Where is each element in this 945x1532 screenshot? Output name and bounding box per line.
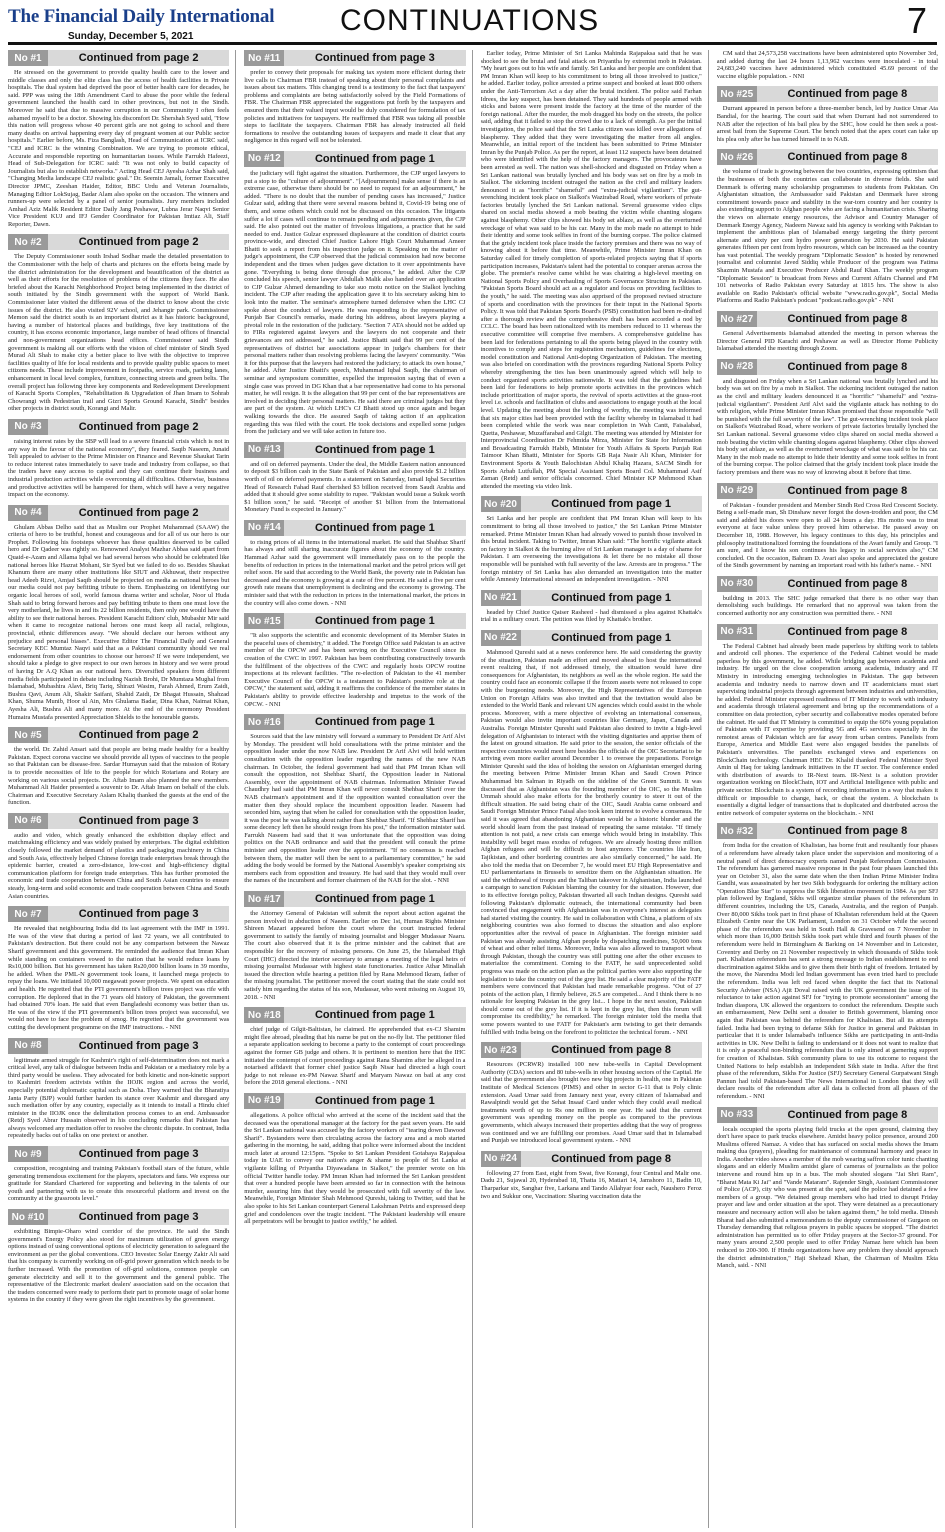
column-3	[481, 50, 709, 1528]
continuation-article	[717, 576, 938, 618]
continuation-article	[717, 50, 938, 80]
article-header-bar	[8, 50, 229, 66]
article-body: Mahmood Qureshi said at a news conference here. He said considering the gravity of the situation, Pakistan made an effort and moved ahead to host the international event realizing that, if not addressed timely, the situation would have dire consequences for Afghanistan, its neighbors as well as the whole region. He said the country could face an economic collapse if the frozen assets were not released to cope with the burgeoning needs. Moreover, the High Representatives of the European Union on Foreign Affairs was also invited and that the invitation would also be extended to the World Bank and relevant UN agencies which could assist in the whole process. Moreover, with a mere objective of evolving an international consensus, Pakistan would also invite important countries like Germany, Japan, Canada and Australia. Foreign Minister Qureshi said Pakistan also desired to invite a high-level delegation of Afghanistan to interact with the visiting dignitaries and apprise them of the latest on ground situation. He said prior to the session, the senior officials of the respective countries would meet here besides the officials of the OIC Secretariat to be arriving even more earlier around December 1 to oversee the preparations. Foreign Minister Qureshi said the idea of holding the session on Afghanistan emerged during the meeting between Prime Minister Imran Khan and Saudi Crown Prince Muhammad bin Salman in Riyadh on the sideline of the Green Summit. It was discussed that as Afghanistan was the founding member of the OIC, so the Muslim Ummah should also make efforts for the brotherly country to steer it out of the difficult situation. He said being chair of the OIC, Saudi Arabia came onboard and Saudi Foreign Minister Prince Faisal also took keen interest to evolve a consensus. He said it was agreed that abandoning Afghanistan would be a historic blunder and the world should learn from the past instead of repeating the same mistake. "If timely attention is not paid, a new crisis can emerge which would bring in instability. This instability will beget mass exodus of refugees. We are already hosting three million Afghan refugees and will be difficult to host anymore. The countries like Iran, Tajikistan, and other bordering countries are also similarly concerned," he said. He also told the media that on December 7, he would meet EU High Representative and EU parliamentarians in Brussels to sensitize them on the Afghanistan situation. He said the withdrawal of troops and the Taliban takeover in Afghanistan, India launched a campaign to sanction Pakistan blaming the country for the situation. However, due to its effective foreign policy, Pakistan thwarted all such Indian designs. Qureshi said following Pakistan's diplomatic outreach, the international community had been convinced that engagement with Afghanistan was in everyone's interest as delegates had started visiting the country. He said in collaboration with China, a platform of six neighboring countries was also formed to discuss the situation and also explore opportunities after the revival of peace in Afghanistan. The foreign minister said Pakistan was already assisting Afghan people by dispatching medicines, 50,000 tons of wheat and other relief items. Moreover, India was also allowed to transport wheat through Pakistan, though the country was still putting one after the other excuses to materialize the commitment. Coming to the FATF, he said unprecedented solid progress was made on the action plan as the political parties were also supporting the legislation to take the country out of the grey list. He said a clear majority of the FATF members were convinced that Pakistan had made remarkable progress. "Out of 27 points of the action plan, I firmly believe, 26.5 are competed... And I think there is no rationale for keeping Pakistan in the grey list... I hope in the next session, Pakistan should come out of the grey list. If it is kept in the grey list, then this forum will compromise its credibility," he remarked. The foreign minister told the media that some powers wanted to use FATF for Pakistan's arm twisting to get their demands fulfilled with India being on the forefront to politicize the technical forum. - NNI	[480, 648, 702, 1036]
continued-from-heading: Continued from page 1	[284, 1093, 465, 1109]
column-4	[717, 50, 938, 1528]
article-body: following 27 from East, eight from Swat, five Korangi, four Central and Malir one. Dadu 21, Sujawal 20, Hyderabad 18, Thatta 16, Matiari 14, Jamshoro 11, Badin 10, Tharparkar six, Sanghar five, Larkana and Tando Allahyar four each, Naushero Feroz two and Sukkur one, Vaccination: Sharing vaccination data the	[480, 1169, 702, 1200]
continuation-article	[717, 483, 938, 570]
continuation-article	[244, 613, 465, 708]
continued-from-heading: Continued from page 8	[521, 1151, 702, 1167]
continuation-article	[717, 149, 938, 305]
article-body: Sri Lanka and her people are confident that PM Imran Khan will keep to his commitment to bring all those involved to justice," the Sri Lankan Prime Minister remarked. Prime Minister Imran Khan had already vowed to punish those involved in this brutal incident. Taking to Twitter, Imran Khan said: "The horrific vigilante attack on factory in Sialkot & the burning alive of Sri Lankan manager is a day of shame for Pakistan. I am overseeing the investigations & let there be no mistake all those responsible will be punished with full severity of the law. Arrests are in progress." The foreign ministry of Sri Lanka has also demanded an investigation into the matter while Amnesty International stressed an independent investigation. - NNI	[480, 515, 702, 584]
article-body: Earlier today, Prime Minister of Sri Lanka Mahinda Rajapaksa said that he was shocked to see the brutal and fatal attack on Priyantha by extremist mob in Pakistan. "My heart goes out to his wife and family. Sri Lanka and her people are confident that PM Imran Khan will keep to his commitment to bring all those involved to justice," he added. Earlier today, police arrested a prime suspect and booked at least 800 others under the Anti-Terrorism Act a day after the brutal incident. The police said Farhan Idrees, the key suspect, has been detained. They said hundreds of people armed with sticks and batons were present inside the factory at the time of the murder of the foreign national. After the murder, the mob dragged his body on the streets, the police said, adding that it failed to stop the crowd due to a lack of strength. As per the initial investigation, the police said that the Sri Lanka citizen was killed over allegations of blasphemy. They added that they were investigating the matter from all angles. Meanwhile, an initial report of the incident has been submitted to Prime Minister Imran by the Punjab Police. As per the report, at least 112 suspects have been detained who were identified with the help of the factory managers. The provocateurs have been arrested as well. The nation was shell-shocked and disgusted on Friday when a Sri Lankan national was brutally lynched and his body was set on fire by a mob in Sialkot. The sickening incident outraged the nation as the civil and military leaders denounced it as "horrific" "shameful" and "extra-judicial vigilantism". The gut-wrenching incident took place on Sialkot's Wazirabad Road, where workers of private factories brutally lynched the Sri Lankan national. Several gruesome video clips shared on social media showed a mob beating the victim while chanting slogans against blasphemy. Other clips showed his body set ablaze, as well as the overturned wreckage of what was said to be his car. Many in the mob made no attempt to hide their identity and some took selfies in front of the burning corpse. The police claimed that the grisly incident took place inside the factory premises and there was no way of knowing about it before that time. Meanwhile, Prime Minister Imran Khan on Saturday called for timely completion of sports-related projects saying that if sports participation increases, Pakistan's talent had the potential to conquer arenas across the globe. The premier's resolve came whilst he was chairing a high-level meeting on National Sports Policy and Overhauling of Sports Governance Structure in Pakistan. "Pakistan Sports Board should act as a regulator and focus on providing facilities to the youth," he said. The meeting was also apprised of the proposed revised structure of sports and coordination with the provinces for their input in the National Sports Policy. It was told that Pakistan Sports Board's (PSB) constitution had been re-drafted after a thorough review and the comprehensive draft has been accorded a nod by CCLC. The board has been rationalized with its members reduced to 11 whereas the executive committee will comprise five members. A comprehensive guideline has been laid for federations pertaining to all the sports being played in the country with incentives to comply and steps for registration mechanism, guidelines for elections, model constitution and National Anti-doping Organization of Pakistan. The meeting was also briefed on coordination with the provinces regarding National Sports Policy whereby strengthening the ties has been unanimously agreed which will help to conduct organized sports activities nationwide. It was told that the guidelines had been laid for federations to help promote sports activities in the provinces which include prioritization of major sports, the revival of sports activities at the grass-root level i.e. schools and facilitation of clubs and associations to engage youth at the local level. Updating the meeting about the lording of worthy, the meeting was informed that six major cities had been provided with the facility whereby in Islamabad it had been completed while the work was near completion in Wah Cantt, Faisalabad, Quetta, Peshawar, Muzaffarabad and Gilgit. The meeting was attended by Minister for Interprovincial Coordination Dr Fehmida Mirza, Minister for State for Information and Broadcasting Farrukh Habib, Minister for Youth Affairs & Sports Punjab Rai Taimoor Khan Bhatti, Minister for Sports GB Raja Nasir Ali Khan, Minister for Environment Sports & Youth Balochistan Abdul Khaliq Hazara, SACM Sindh for Sports Arbab Lutfullah, PM Special Assistant Sports Board Col. Muhammad Asif Zaman (Retd) and senior officials concerned. Chief Minister KP Mehmood Khan attended the meeting via video link.	[480, 50, 702, 490]
continuation-article	[244, 1007, 465, 1087]
section-title: CONTINUATIONS	[340, 4, 600, 37]
continued-from-heading: Continued from page 1	[284, 613, 465, 629]
masthead-left	[8, 6, 274, 42]
article-body: "It also supports the scientific and economic development of its Member States in the peaceful uses of chemistry," it added. The Foreign Office said Pakistan is an active member of the OPCW and has been serving on the Executive Council since its creation of the CWC in 1997. Pakistan has been contributing constructively towards the fulfillment of the objectives of the CWC and regularly hosts OPCW routine inspections at its relevant facilities. "The re-election of Pakistan to the 41 member Executive Council of the OPCW is a testament to Pakistan's positive role at the OPCW," the statement said, adding it reaffirms the confidence of the member states in Pakistan's ability to provide effective leadership and impetus to the work of the OPCW. - NNI	[244, 632, 466, 708]
continuation-article	[717, 1107, 938, 1270]
article-header-bar	[481, 496, 702, 512]
article-number: No #33	[717, 1107, 757, 1123]
article-number: No #18	[244, 1007, 284, 1023]
continuation-article	[8, 1038, 229, 1141]
article-body: headed by Chief Justice Qaiser Rasheed - had dismissed a plea against Khattak's trial in a military court. The petition was filed by Khattak's brother.	[480, 608, 702, 624]
continuation-article	[717, 86, 938, 143]
continued-from-heading: Continued from page 8	[757, 576, 938, 592]
article-body: audio and video, which greatly enhanced the exhibition display effect and matchmaking efficiency and was widely praised by enterprises. The digital exhibition closely followed the market demand of plastics and packaging machinery in China and South Asia, effectively helped Chinese foreign trade enterprises break through the epidemic barrier, created a zero-distance, low-cost and high-efficiency digital communication platform for foreign trade enterprises. This has further promoted the economic and trade cooperation between China and South Asian countries to ensure steady, long-term and solid economic and trade cooperation between China and South Asian countries.	[8, 831, 230, 900]
article-columns	[8, 50, 938, 1528]
continued-from-heading: Continued from page 2	[48, 50, 229, 66]
continuation-article	[717, 823, 938, 1100]
article-body: Ghulam Abbas Delho said that as Muslim our Prophet Muhammad (SAAW) the criteria of hero to be truthful, honest and courageous and for all of us our hero is our Prophet. Following his footsteps whoever has these qualities deserved to be called hero and Dr Qadeer was rightly so. Renowned Analyst Mazhar Abbas said apart from Quaid-e-Azam and Allama Iqbal we had several heroes who should be celebrated like national heroes like Hazrat Mohani, Sir Syed but we failed to do so. Besides Shaukat Khanum there are many other institutions like SIUT and Akhuwat, their respective head Adeeb Rizvi, Amjad Saqib should be projected on media as national heroes but our media could not pay befitting tribute to them. Emphasizing on identifying our organic local heroes of soil, world famous drama writer and scholar, Noor ul Huda Shah said to bring forward heroes and pay befitting tribute to them one must love the very motherland, he lives in and its 22 billion residents, then only one would have the ability to see their national heroes. President Karachi Editors' club, Mubashir Mir said when it came to recognize national heroes one must keep all racial, religious, provincial, ethnic differences away. "We should declare our heroes without any prejudice and personal biases". Executive Editor The Financial Daily and General Secretary KEC Mumtaz Naqvi said that as a Pakistani community should we real endorsement from other countries to choose our heroes? If we were independent, we should take a pledge to give respect to our own heroes in history and we were proud of having Dr A.Q Khan as our national hero. Diversified speakers from different media fields participated in debate including Nazish Brohi, Dr Mumtaza Mughal from Islamabad, Mubashira Alavi, Briq Tariq, Shirazi Wasim, Farah Ahmed, Erum Zaidi, Bushra Qavi, Anum Ali, Shakir Saifani, Shahid Zaidi, Dr Bhagat Hussain, Shahzad Khan, Shuma Munib, Hoor ul Ain, Mrs Ghulama Badar, Dina Khan, Naimat Khan, Ayesha Ali, Bushra Ali and many more. At the end of the ceremony President Humaira Mustafa presented Appreciation Shields to the honourable guests.	[8, 523, 230, 721]
article-body: legitimate armed struggle for Kashmir's right of self-determination does not mark a critical level, any talk of dialogue between India and Pakistan or a mediatory role by a third party would be useless. They advocated for both kinetic and non-kinetic support to Kashmiri freedom activists within the IIOJK region and across the world, especially potential diplomatic capital such as Doha. They warned that the Bharatiya Janta Party (BJP) would further harden its stance over Kashmir and disregard any such mediation offer by any country, especially as it intends to install a Hindu chief minister in the IIOJK once the delimitation process comes to an end. Ambassador (Retd) Syed Abrar Hussain observed in his concluding remarks that Pakistan has always welcomed any mediation offer to resolve the chronic dispute. In contrast, India repeatedly backs out of talks on one pretext or another.	[8, 1056, 230, 1140]
article-number: No #24	[481, 1151, 521, 1167]
article-number: No #8	[8, 1038, 48, 1054]
continuation-article	[8, 906, 229, 1031]
article-number: No #15	[244, 613, 284, 629]
article-number: No #7	[8, 906, 48, 922]
article-header-bar	[717, 311, 938, 327]
article-body: from India for the creation of Khalistan, has borne fruit and resultantly four phases of a referendum have already taken place under the supervision and monitoring of a neutral panel of direct democracy experts named Punjab Referendum Commission. The referendum has garnered massive response in the past four phases launched this year on October 31, also the same date when the then Indian Prime Minister Indira Gandhi, was assassinated by her two Sikh bodyguards for ordering the military action "Operation Blue Star" to suppress the Sikh liberation movement in 1984. As per SFJ plan followed by England, Sikhs will organize similar phases of the referendum in different countries, including the US, Canada, Australia, and the region of Punjab. Over 80,000 Sikhs took part in first phase of Khalistan referendum held at the Queen Elizabeth Centre near the UK Parliament, London on 31 October while the second phase of the referendum was held in South Hall & Gravesend on 7 November in which more than 16,000 British Sikhs took part while third and fourth phases of the referendum were held in Birmingham & Barking on 14 November and in Leicester, Coventry and Derby on 21 November respectively in which thousands of Sikhs took part. Khalistan referendum has sent a strong message to Indian establishment to end discrimination against Sikhs and to give them their birth right of freedom. Irritated by the move, the Narendra Modi led Indian government has even tried hard to preclude the referendum. India was left red faced when despite the fact that its National Security Adviser (NSA) Ajit Doval raised with the UK government the issue of its reluctance to take action against SFJ for "trying to promote secessionism" among the Indian diaspora, UK allowed the organizers to conduct the referendum. Despite such an embarrassment, New Delhi sent a dossier to British government, blaming once again that Pakistan was behind the referendum for Khalistan. But all its attempts failed. India had been trying to defame Sikh for Justice in general and Pakistan in particular that it is under Islamabad's influence Sikhs are participating in anti-India activities in UK. New Delhi is failing to understand or it does not want to realize that it is only a peaceful non-binding referendum that is only aimed at garnering support for creation of Khalistan. Sikh community plans to use its outcome to request the United Nations to help establish an independent Sikh state in India. After the first phase of the referendum, Sikhs For Justice (SFJ) Secretary General Gurpatwant Singh Pannun had told Pakistan-based The News International in London that they will declare results of the referendum after all data is collected from all phases of the referendum. - NNI	[716, 842, 938, 1100]
continued-from-heading: Continued from page 8	[757, 86, 938, 102]
continued-from-heading: Continued from page 2	[48, 505, 229, 521]
continued-from-heading: Continued from page 3	[48, 813, 229, 829]
continuation-article	[717, 311, 938, 353]
article-header-bar	[244, 613, 465, 629]
continuation-article	[717, 624, 938, 818]
article-number: No #10	[8, 1209, 48, 1225]
article-number: No #2	[8, 234, 48, 250]
article-header-bar	[8, 1146, 229, 1162]
article-number: No #21	[481, 590, 521, 606]
article-header-bar	[8, 813, 229, 829]
article-body: exhibiting Bimpie-Oharo wind corridor of the province. He said the Sindh government's Energy Policy also stood for maximum utilization of green energy options instead of using conventional options of electricity generation to safeguard the environment as per the global conventions. CEO Investec Solar Energy Zakir Ali said that his company is currently working on off-grid power generation which needs to be further increased. With the promotion of off-grid solutions, common people can generate electricity and sell it to the government and the general public. The representative of the Electronic market dealers' association said on the occasion that the traders concerned were ready to perform their part to promote usage of solar home systems in the country if they were given the right incentives by the government.	[8, 1228, 230, 1304]
continued-from-heading: Continued from page 8	[757, 624, 938, 640]
article-number: No #32	[717, 823, 757, 839]
continued-from-heading: Continued from page 1	[284, 520, 465, 536]
article-header-bar	[8, 727, 229, 743]
continued-from-heading: Continued from page 3	[284, 50, 465, 66]
continuation-article	[8, 419, 229, 499]
article-body: to rising prices of all items in the international market. He said that Shahbaz Sharif has always and still sharing inaccurate figures about the economy of the country. Hammad Azhar said the government will immediately pass on to the people the benefits of reduction in prices in the international market and the petrol prices will get relief soon. He said that according to the World Bank, the poverty rate in Pakistan has decreased and the economy is growing at a rate of five percent. He said a five per cent growth rate means that unemployment is declining and the economy is growing. The minister said that with the reduction in prices in the international market, the prices in the country will also come down. - NNI	[244, 538, 466, 607]
issue-date: Sunday, December 5, 2021	[68, 31, 194, 42]
article-number: No #1	[8, 50, 48, 66]
continuation-article	[244, 50, 465, 145]
article-header-bar	[8, 419, 229, 435]
article-body: the volume of trade is growing between the two countries, expressing optimism that the businesses of both the countries can collaborate in diverse fields. She said Denmark is offering many scholarship programmes to students from Pakistan. On Afghanistan situation, the Ambassador said Pakistan and Denmark have strong commitment towards peace and stability in the war-torn country and her country is also extending support to Afghan people who are facing a humanitarian crisis. Sharing the views on alternate energy resources, the Advisor and Country Manager of Denmark Energy Agency, Nadeem Nawaz said his agency is working with Pakistan to implement the ambitious plan of Islamabad energy targeting the thirty percent alternate and sixty per cent hydro power generation by 2030. He said Pakistan generates fifteen per cent from hydro resources, which can be increased as the country has vast potential. The weekly program "Diplomatic Session" is hosted by renowned journalist and columnist Javed Siddiq while Producer of the program was Fatima Shazmin Mustafa and Executive Producer Abdul Rauf Khan. The weekly program "Diplomatic Session" is broadcast from News and Current Affairs Channel and FM 101 networks of Radio Pakistan every Saturday at 1815 hrs. The show is also available on Radio Pakistan's official website "www.radio.gov.pk", Social Media Platforms and Radio Pakistan's podcast "podcast.radio.gov.pk" - NNI	[716, 168, 938, 305]
continued-from-heading: Continued from page 8	[521, 1042, 702, 1058]
article-body: Sources said that the law ministry will forward a summary to President Dr Arif Alvi by Monday. The president will hold consultations with the prime minister and the opposition leader under the now NAB law. President Dr Arif Alvi will hold written consultation with the opposition leader regarding the names of the new NAB chairman. In October, the federal government had said that PM Imran Khan will consult the opposition, not Shehbaz Sharif, the Opposition leader in National Assembly, over the appointment of NAB chairman. Information Minister Fawad Chaudhry had said that PM Imran Khan will never consult Shehbaz Sharif over the NAB chairman's appointment and if the opposition wanted consultation over the matter then they should replace the incumbent opposition leader. Naseem had seconded him, saying that when he called for consultation with the opposition leader, it was the post he was talking about rather than Shehbaz Sharif. "If Shehbaz Sharif has some decency left then he should resign from his post," the information minister said. Farrukh Naseem had said that it was unfortunate that the opposition was doing politics on the NAB ordinance and said that the president will consult the prime minister and opposition leader over the appointment. "If no consensus is reached between them, the matter will then be sent to a parliamentary committee," he said adding the body would be formed by the National Assembly's speaker comprising six members each from opposition and treasury. He had said that they would mull over the names of the incumbent and former chairmen of the NAB for the slot. - NNI	[244, 733, 466, 885]
article-body: chief judge of Gilgit-Baltistan, he claimed. He apprehended that ex-CJ Shamim might flee abroad, pleading that his name be put on the no-fly list. The petitioner filed a separate application seeking to become a party to the contempt of court proceedings against the former GB judge and others. It is pertinent to mention here that the IHC initiated the contempt of court proceedings against Rana Shamim after he alleged in a notarised affidavit that former chief justice Saqib Nisar had directed a high court judge to not release ex-PM Nawaz Sharif and Maryam Nawaz on bail at any cost before the 2018 general elections. - NNI	[244, 1026, 466, 1087]
article-number: No #11	[244, 50, 284, 66]
continuation-article	[8, 1209, 229, 1304]
article-body: composition, recognising and training Pakistan's football stars of the future, while generating tremendous excitement for the players, spectators and fans. We express our gratitude for Standard Chartered for supporting and believing in the talents of our youth and partnering with us to create this resourceful platform and invest on the community at the grassroots level."	[8, 1165, 230, 1203]
article-body: prefer to convey their proposals for making tax system more efficient during their live calls to Chairman FBR instead of speaking about their personal complaints and issues about tax matters. This changing trend is a testimony to the fact that taxpayers' problems and complaints are being satisfactorily solved by the Field Formations of FBR. The Chairman FBR appreciated the suggestions put forth by the taxpayers and ensured them that their valued input would be duly considered for formulation of tax policies and initiatives for taxpayers. He reaffirmed that FBR was taking all possible steps to facilitate the taxpayers. Chairman FBR has already instructed all field formations to resolve the outstanding issues of taxpayers and made it clear that any negligence in this regard will not be tolerated.	[244, 69, 466, 145]
article-number: No #31	[717, 624, 757, 640]
continuation-article	[481, 590, 702, 624]
continued-from-heading: Continued from page 1	[284, 151, 465, 167]
article-body: Resources (PCRWR) installed 100 new tube-wells in Capital Development Authority (CDA) sectors and 80 tube-wells in other housing sectors of the Capital. He said that the government also brought two new big projects in health, one in Pakistan Institute of Medical Sciences (PIMS) and other in sector G-11 that is Poly clinic extension. Asad Umar said from January next year, every citizen of Islamabad and Rawalpindi would get the Sehat Insaaf Card under which they could avail medical treatments worth of up to Rs one million in one year. He said that the current government was spending money on the people as compared to the previous governments, which always increased their properties adding that the way of progress was continued and we are fulfilling our promises. Asad Umar said that in Islamabad and Punjab we introduced local government system. - NNI	[480, 1061, 702, 1145]
continued-from-heading: Continued from page 3	[48, 1038, 229, 1054]
continued-from-heading: Continued from page 2	[48, 419, 229, 435]
continuation-article	[244, 714, 465, 885]
article-body: General Advertisements Islamabad attended the meeting in person whereas the Director General PID Karachi and Peshawar as well as Director Home Publicity Islamabad attended the meeting through Zoom.	[716, 330, 938, 353]
continued-from-heading: Continued from page 3	[48, 906, 229, 922]
article-header-bar	[717, 359, 938, 375]
continued-from-heading: Continued from page 1	[284, 442, 465, 458]
continuation-article	[8, 1146, 229, 1203]
article-number: No #6	[8, 813, 48, 829]
article-body: locals occupied the sports playing field trucks at the open ground, claiming they don't have space to park trucks elsewhere. Amidst heavy police presence, around 200 Muslims offered Namaz. A video that has surfaced on social media shows the Imam making dua (prayers), pleading for maintenance of communal harmony and peace in India. Another video shows a member of the mob wearing saffron color tunic chanting slogans and an elderly Muslim amidst glare of cameras of journalists as the police intervene and round him up in a bus. The mob shouted slogans "Jai Shri Ram", "Bharat Mata Ki Jai" and "Vande Mataram". Rajender Singh, Assistant Commissioner of Police (ACP), city who was present at the spot, said the police had detained a few members of a group. "We detained group members who had tried to disrupt Friday prayer and law and order situation at the spot. They were detained as a precautionary measure and necessary action will also be taken against them," he told media. Dinesh Bharat had also submitted a memorandum to the deputy commissioner of Gurgaon on Thursday demanding that religious prayers in public spaces be stopped. "The district administration has permitted us to offer Friday prayers at the Sector-37 ground. For many years around 2,500 people used to offer Friday Namaz here which has been reduced to 200-300. If Hindu organizations have any problem they should approach the district administration," Haji Shehzad Khan, the Chairman of Muslim Ekta Manch, said. - NNI	[716, 1125, 938, 1270]
page-number: 7	[906, 0, 927, 41]
article-body: Durrani appeared in person before a three-member bench, led by Justice Umar Ata Bandial, for the hearing. The court said that when Durrani had not surrendered to NAB after the rejection of his bail plea by the SHC, how could he then seek a post-arrest bail from the Supreme Court. The bench noted that the apex court can take up his plea only after he has turned himself in to NAB.	[716, 105, 938, 143]
continued-from-heading: Continued from page 8	[757, 359, 938, 375]
article-number: No #9	[8, 1146, 48, 1162]
newspaper-title: The Financial Daily International	[8, 6, 275, 27]
continued-from-heading: Continued from page 3	[48, 1209, 229, 1225]
article-header-bar	[717, 86, 938, 102]
article-header-bar	[244, 50, 465, 66]
article-header-bar	[717, 483, 938, 499]
article-header-bar	[244, 891, 465, 907]
article-number: No #4	[8, 505, 48, 521]
article-body: and oil on deferred payments. Under the deal, the Middle Eastern nation announced to deposit $3 billion cash in the State Bank of Pakistan and also provide $1.2 billion worth of oil on deferred payments. In a statement on Saturday, Ismail Iqbal Securities Head of Research Fahad Rauf cherished $3 billion received from Saudi Arabia and added that it should give some stability to rupee. "Pakistan would issue a Sukuk worth $1 billion soon," he said. "Receipt of another $1 billion from the International Monetary Fund is expected in January."	[244, 460, 466, 514]
article-number: No #23	[481, 1042, 521, 1058]
continuation-article	[717, 359, 938, 477]
article-header-bar	[717, 576, 938, 592]
article-header-bar	[244, 1093, 465, 1109]
column-1	[8, 50, 236, 1528]
masthead	[0, 0, 945, 44]
continued-from-heading: Continued from page 8	[757, 823, 938, 839]
article-body: The Federal Cabinet had already been made paperless by shifting work to tablets and android cell phones. The experience of the Federal Cabinet would be made paperless by this government, he added. While bridging gap between academia and industry. He urged on the close cooperation among academia, industry and IT Ministry in introducing emerging technologies in Pakistan. The gap between academia and industry needs to narrow down and IT academicians must start supervising industrial projects through agreement between industries and universities, he added. Federal Minister expressed readiness of IT Ministry to work with industry and academia through trilateral agreement and bring up the recommendations of a committee on data protection, cyber security and collaborative modes operated before the cabinet. He said that IT Ministry is committed to equip the 60% young population of Pakistan with IT expertise by providing 5G and 4G services especially in the remotest areas of Pakistan which are far away from urban centres. Panelists from Europe, America and Middle East were also engaged besides the panelists of Pakistan's universities. The panelists exchanged views and experiences on BlockChain technology. Chairman HEC Dr. Khalid thanked Federal Minister Syed Amin ul Haq for taking landmark initiatives in the IT sector. The conference ended with distribution of awards to IR-Next team. IR-Next is a solution provider organization working on BlockChain, IOT and Artificial Intelligence with public and private sector. Blockchain is a system of recording information in a way that makes it difficult or impossible to change, hack, or cheat the system. A blockchain is essentially a digital ledger of transactions that is duplicated and distributed across the entire network of computer systems on the blockchain. - NNI	[716, 642, 938, 817]
continued-from-heading: Continued from page 1	[521, 630, 702, 646]
article-number: No #20	[481, 496, 521, 512]
article-header-bar	[244, 1007, 465, 1023]
article-number: No #27	[717, 311, 757, 327]
continuation-article	[244, 1093, 465, 1226]
continued-from-heading: Continued from page 2	[48, 234, 229, 250]
article-body: of Pakistan - founder president and Member Sindh Red Cross Red Crescent Society. Being a self-made man, Sh Dinshaw never forgot the down-trodden and poor, the CM said and added his doors were open to all 24 hours a day. His motto was to treat everyone at face value unless they proved him otherwise. He passed away on December 18, 1988. However, his legacy continues to this day, his principles and philosophy institutionalized forming the foundations of the Avari family and Group. "I am sure, and I know his son continues his legacy in social services also," CM concluded. On the occasion, Bahram D. Avari also spoke and appreciated the gesture of the Sindh government by naming an important road with his father's name. - NNI	[716, 501, 938, 570]
continued-from-heading: Continued from page 1	[521, 496, 702, 512]
article-header-bar	[481, 1042, 702, 1058]
article-number: No #28	[717, 359, 757, 375]
continued-from-heading: Continued from page 1	[284, 891, 465, 907]
article-body: the judiciary will fight against the situation. Furthermore, the CJP urged lawyers to put a stop to the "culture of adjournment". "[Adjournments] make sense if there is an extreme case, otherwise there should be no need to request for an adjournment," he added. "There is no doubt that the number of pending cases has increased," Justice Gulzar said, adding that there were several reasons behind it, Covid-19 being one of them, and some others which could not be discussed on this occasion. The litigants suffer a lot if cases will continue to remain pending and adjournments given, the CJP said. He also pointed out the matter of frivolous litigations, a practice that he said needed to end. Justice Gulzar expressed displeasure at the condition of district courts province-wide, and directed Chief Justice Lahore High Court Muhammad Ameer Bhatti to seek a report from his inspection judge on it. Speaking on the matter of judge's appointment, the CJP observed that the judicial commission had now become independent and the times when judges gave dictation to it over appointments have gone. "Everything is being done through due process," he added. After the CJP concluded his speech, senior lawyer Abdullah Malik also handed over an application to CJP Gulzar Ahmed demanding to take suo motu notice on the Sialkot lynching incident. The CJP after reading the application gave it to his secretary asking him to look into the matter. The seminar's atmosphere turned defensive when the LHC CJ spoke about the conduct of lawyers. He was responding to the representative of Punjab Bar Council's remarks, made during his address, about lawyers playing a pivotal role in the restoration of the judiciary. "Section 7 ATA should not be added up to FIRs registered against lawyers and the lawyers do not cooperate and their grievances are not addressed," he said. Justice Bhatti said that 99 per cent of the representatives of district bar associations appear in judge's chambers for their personal matters rather than resolving problems facing the lawyers' community. "Was it for this purpose that the lawyers had restored the judiciary; to attack its own house," he added. After Justice Bhatti's speech, Muhammad Iqbal Saqib, the chairman of seminar and symposium committee, expelled the impression saying that of even a single case was proved in DG Khan that a bar representative had come to his personal matter, he will resign. It is the allegation that 99 per cent of the bar representatives are involved in deciding their personal matters. He said there are criminal judges but they are part of the system. At which LHC's CJ Bhatti stood up once again and began walking towards the dice. He assured Saqib of taking action if an application regarding this was filed with the court. He took decisions and expelled some judges from the judiciary and we will take action in future too.	[244, 169, 466, 436]
article-body: raising interest rates by the SBP will lead to a severe financial crisis which is not in any way in the favour of the national economy", they feared. Saqib Naseem, Junaid Teli appealed to adviser to the Prime Minister on Finance and Revenue Shaukat Tarin to reduce interest rates immediately to save trade and industry from collapse, so that the traders have easy access to capital and they can continue their business and industrial production activities while overcoming all difficulties. Otherwise, business and productive activities will be hampered for them, which will have a very negative impact on the economy.	[8, 437, 230, 499]
article-number: No #5	[8, 727, 48, 743]
continued-from-heading: Continued from page 2	[48, 727, 229, 743]
continued-from-heading: Continued from page 1	[284, 1007, 465, 1023]
article-body: CM said that 24,573,258 vaccinations have been administered upto November 3rd, and added during the last 24 hours 1,13,962 vaccines were inoculated - in total 24,683,240 vaccines have administered which constituted 45.69 percent of the vaccine eligible population. - NNI	[716, 50, 938, 80]
article-body: allegations. A police official who arrived at the scene of the incident said that the deceased was the operational manager at the factory for the past seven years. He said the Sri Lankan national was accused by the factory workers of "tearing down Dawood Sharif". Bystanders were then circulating across the factory area and a mob started gathering in the morning, he said, adding that police were informed about the incident much later at around 12:15pm. "Spoke to Sri Lankan President Gotabaya Rajapaksa today in UAE to convey our nation's anger & shame to people of Sri Lanka at vigilante killing of Priyantha Diyawadana in Sialkot," the premier wrote on his official Twitter handle today. PM Imran Khan had informed the Sri Lankan president that over a hundred people have been arrested so far in connection with the heinous murder, assuring him that they would be prosecuted with full severity of the law. Meanwhile, Foreign Minister Shah Mehmood Qureshi, taking to Twitter, said that he also spoke to his Sri Lankan counterpart General Lakshman Peiris and expressed deep grief and condolences over the tragic incident. "The Pakistani leadership will ensure all perpetrators will be brought to justice swiftly," he added.	[244, 1111, 466, 1226]
continued-from-heading: Continued from page 8	[757, 311, 938, 327]
article-header-bar	[717, 149, 938, 165]
article-header-bar	[717, 624, 938, 640]
article-body: building in 2013. The SHC judge remarked that there is no other way than demolishing such buildings. He remarked that no approval was taken from the concerned authority nor any construction was permitted there. - NNI	[716, 594, 938, 618]
continued-from-heading: Continued from page 1	[284, 714, 465, 730]
article-header-bar	[8, 1038, 229, 1054]
article-number: No #3	[8, 419, 48, 435]
continued-from-heading: Continued from page 8	[757, 149, 938, 165]
article-number: No #26	[717, 149, 757, 165]
continued-from-heading: Continued from page 8	[757, 1107, 938, 1123]
article-body: He revealed that neighbouring India did its last agreement with the IMF in 1991. He was of the view that during a period of last 72 years, we all contributed to Pakistan's destruction. But there could not be any comparison between the Nawaz Sharif government and this government. He reminded the audience that Imran Khan while standing on containers vowed to the nation that he would reduce loans by Rs10,000 billion. But his government has taken Rs20,000 billion loans in 39 months, he added. When the PML-N government took loans, it launched mega projects to repay the loans. We initiated 10,000 megawatt power projects. We spent on education and health. He regretted that the PTI government's billion trees project was rife with corruption. He deplored that in the 71 years old history of Pakistan, the government had obtained 70% loan. He said that even Bangladeshi economy was better than us. He was of the view if the PTI government's billion trees project was successful, we would not have to face the problem of smog. He regretted that the government was cutting the development programme on the IMF instructions. - NNI	[8, 925, 230, 1031]
article-header-bar	[244, 520, 465, 536]
article-body: The Deputy Commissioner south Irshad Sodhar made the detailed presentation to the Commissioner with the help of charts and pictures on the efforts being made by the district administration for the development and beautification of the district as well as their efforts for the resolution of problems of the citizens they face. He also briefed about the Karachi Neighborhood Project being implemented in the district of south initiated by the Sindh government with the support of World Bank. Commissioner later visited the different areas of the district to know about the civic issues of the district. He also visited 92V school, and Jehangir park. Commissioner Memon said the district south is an important district as it has historic background, having a number of historical places and buildings, five key institutions of the country, it has excess economic importance, large number of head offices of financial and non-government organizations head offices. Commissioner said Sindh government is making all our efforts with the vision of chief minister of Sindh Syed Murad Ali Shah to make city a better place to live with the objective to improve facilities quality of life for local residents and to provide quality public spaces to meet citizens needs. These include improvement in footpaths, service roads, parking lanes, enhancement in local level complex, furniture, connecting streets and green belts. The overall project has following three key components and Redevelopment Development of Karachi Sports Complex, "Rehabilitation & Upgradation of Jhan Imam to Sohrab Chowrangi with Pedestrian trail and Gizri Sports Ground Karachi, Sindh" besides other projects in district south, Korangi and Malir.	[8, 253, 230, 413]
continuation-article	[244, 151, 465, 436]
article-number: No #25	[717, 86, 757, 102]
article-number: No #13	[244, 442, 284, 458]
article-number: No #16	[244, 714, 284, 730]
continuation-article	[481, 1151, 702, 1200]
article-number: No #30	[717, 576, 757, 592]
article-header-bar	[244, 714, 465, 730]
continuation-article	[481, 630, 702, 1036]
continued-from-heading: Continued from page 1	[521, 590, 702, 606]
continuation-article	[8, 813, 229, 900]
article-header-bar	[717, 823, 938, 839]
article-header-bar	[244, 151, 465, 167]
continuation-article	[8, 727, 229, 807]
continuation-article	[244, 520, 465, 607]
continued-from-heading: Continued from page 3	[48, 1146, 229, 1162]
article-body: and disgusted on Friday when a Sri Lankan national was brutally lynched and his body was set on fire by a mob in Sialkot. The sickening incident outraged the nation as the civil and military leaders denounced it as "horrific" "shameful" and "extra-judicial vigilantism". President Arif Alvi said the vigilante attack has nothing to do with religion, while Prime Minister Imran Khan promised that those responsible "will be punished with the full severity of the law". The gut-wrenching incident took place on Sialkot's Wazirabad Road, where workers of private factories brutally lynched the Sri Lankan national. Several gruesome video clips shared on social media showed a mob beating the victim while chanting slogans against blasphemy. Other clips showed his body set ablaze, as well as the overturned wreckage of what was said to be his car. Many in the mob made no attempt to hide their identity and some took selfies in front of the burning corpse. The police claimed that the grisly incident took place inside the factory premises and there was no way of knowing about it before that time.	[716, 377, 938, 476]
article-body: the world. Dr. Zahid Ansari said that people are being made healthy for a healthy Pakistan. Expect corona vaccine we should provide all types of vaccines to the people so that Pakistan can be disease-free. Sardar Humayun said that the mission of Rotary is to provide necessities of life to the people for which Rotarians and Rotary are working on various social projects. Dr. Aftab Imam also planned the new members. Muhammad Ali Haider presented a souvenir to Dr. Aftab Imam on behalf of the club. Chairman and Executive Secretary Aslam Khaliq thanked the guests at the end of the function.	[8, 746, 230, 807]
article-header-bar	[8, 505, 229, 521]
article-header-bar	[244, 442, 465, 458]
continuation-article	[244, 891, 465, 1001]
continuation-article	[244, 442, 465, 514]
article-number: No #14	[244, 520, 284, 536]
article-header-bar	[481, 630, 702, 646]
continuation-article	[481, 496, 702, 583]
article-header-bar	[8, 906, 229, 922]
continued-from-heading: Continued from page 8	[757, 483, 938, 499]
article-header-bar	[8, 234, 229, 250]
article-body: the Attorney General of Pakistan will submit the report about action against the person involved in abduction of Naeem. Earlier on Dec 1st, Human Rights Minister Shireen Mazari appeared before the court where the court instructed federal government to satisfy the family of missing journalist and blogger Mudassar Naaru. The court also observed that it is the prime minister and the cabinet that are responsible for the recovery of missing persons. On June 25, the Islamabad High Court (IHC) directed the interior secretary to arrange a meeting of the legal heirs of missing journalist Mudassar with highest state functionaries. Justice Athar Minallah issued the direction while hearing a petition filed by Rana Mehmood Ikram, father of the missing journalist. The petitioner moved the court stating that the state could not satisfy him regarding the status of his son, Mudassar, who went missing on August 19, 2018. - NNI	[244, 910, 466, 1001]
column-2	[244, 50, 472, 1528]
article-header-bar	[481, 1151, 702, 1167]
article-header-bar	[8, 1209, 229, 1225]
article-number: No #12	[244, 151, 284, 167]
continuation-article	[8, 234, 229, 412]
masthead-rule	[8, 42, 937, 45]
article-body: He stressed on the government to provide quality health care to the lower and middle classes and only the elite class has the access of health facilities in Private hospitals. The dual system had deprived the poor of better health care for decades, he said. PPP was using the 18th Amendment Card to abuse the poor while the federal government launched the health card in other provinces, but not in the Sindh. Moreover he said that due to massive corruption in our Community I often feels ashamed myself to be a doctor. Showing his discomfort Dr. Shershah Syed said, "How this nation will progress whose 40 percent girls are not going to school and there many deaths on arrival happening every day of pregnant women at our Public sector hospitals." Earlier before, Ms. Fiza Banglash, Head of Communication at ICRC said, "CEJ and ICRC is the winning Combination. We are trying to promote ethical, Accurate and responsible reporting on humanitarian issues. While Farrukh Hafeezi, Head of Sub-Delegation for ICRC said: "It was not only to build capacity of Journalists but also to establish networks." Acting Head CEJ Ayesha Azhar Shah said, "Changing Media landscape CEJ realistic goal." Dr. Seemin Jamali, former Executive Director JPMC, Zeeshan Haider, Editor, BBC Urdu and Veteran Journalists, Managing Editor LokSujag, Badar Alam also spoke on the occasion. The winners and runners-up were selected by a panel of senior journalists. Jury members included Amhad Aziz Malik Resident Editor Daily Jang Peshawar, Lubna Jerar Naqvi Senior Vice President KUJ and IFJ Gender Coordinator for Pakistan Imtiaz Ali, Staff Reporter, Dawn.	[8, 69, 230, 228]
article-number: No #29	[717, 483, 757, 499]
continuation-article	[8, 505, 229, 721]
continuation-article	[481, 1042, 702, 1145]
article-number: No #22	[481, 630, 521, 646]
article-header-bar	[717, 1107, 938, 1123]
article-number: No #17	[244, 891, 284, 907]
continuation-article	[481, 50, 702, 490]
continuation-article	[8, 50, 229, 228]
article-number: No #19	[244, 1093, 284, 1109]
article-header-bar	[481, 590, 702, 606]
